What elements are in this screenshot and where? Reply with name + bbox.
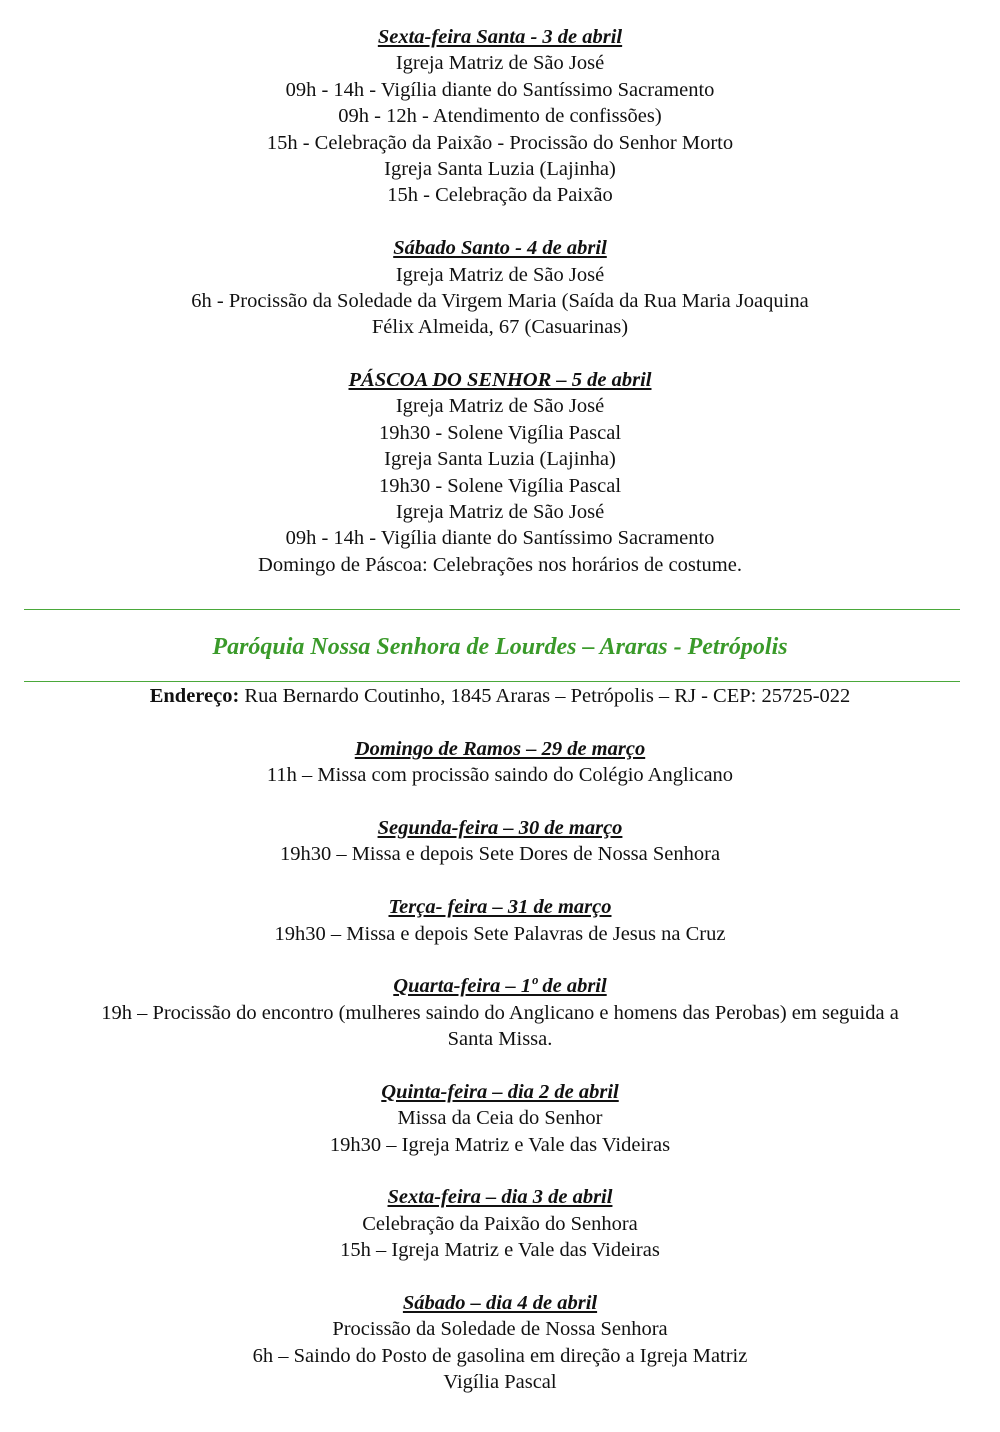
day-heading: Sexta-feira – dia 3 de abril [387,1186,613,1209]
document-page [0,24,1000,578]
day-heading: Segunda-feira – 30 de março [377,816,623,839]
day-heading: Quinta-feira – dia 2 de abril [381,1080,619,1103]
schedule-section [0,815,1000,894]
schedule-section [0,894,1000,973]
schedule-line: 6h – Saindo do Posto de gasolina em direção a Igreja Matriz [252,1344,748,1367]
schedule-line: 15h - Celebração da Paixão - Procissão do Senhor Morto [266,131,734,154]
schedule-line: 19h – Procissão do encontro (mulheres saindo do Anglicano e homens das Perobas) em seguida a [101,1001,899,1024]
schedule-line: Vigília Pascal [443,1371,557,1394]
day-heading: Sexta-feira Santa - 3 de abril [377,26,623,48]
schedule-line: 09h - 14h - Vigília diante do Santíssimo Sacramento [285,527,715,550]
schedule-line: Santa Missa. [447,1028,553,1051]
schedule-line: 09h - 12h - Atendimento de confissões) [338,105,662,128]
schedule-section [0,235,1000,367]
schedule-line: 11h – Missa com procissão saindo do Colégio Anglicano [266,764,734,787]
schedule-line: Félix Almeida, 67 (Casuarinas) [371,316,629,339]
parish-schedule [0,683,1000,1396]
address-label: Endereço: [149,685,240,707]
day-heading: Terça- feira – 31 de março [388,896,612,919]
schedule-line: Igreja Matriz de São José [395,263,605,286]
divider-top [24,609,960,610]
day-heading: Sábado – dia 4 de abril [402,1292,598,1314]
parish-title: Paróquia Nossa Senhora de Lourdes – Araras - Petrópolis [212,634,788,660]
schedule-line: Igreja Matriz de São José [395,395,605,418]
schedule-line: 15h - Celebração da Paixão [387,184,613,207]
schedule-line: 6h - Procissão da Soledade da Virgem Maria (Saída da Rua Maria Joaquina [191,289,809,312]
day-heading: Domingo de Ramos – 29 de março [354,737,646,760]
address-section [0,683,1000,736]
schedule-line: Domingo de Páscoa: Celebrações nos horários de costume. [258,553,742,576]
schedule-line: 19h30 – Igreja Matriz e Vale das Videiras [329,1133,671,1156]
address-value: Rua Bernardo Coutinho, 1845 Araras – Petrópolis – RJ - CEP: 25725-022 [239,685,851,707]
schedule-line: Missa da Ceia do Senhor [397,1107,603,1130]
schedule-line: Igreja Santa Luzia (Lajinha) [384,157,616,180]
schedule-line: Celebração da Paixão do Senhora [362,1212,638,1235]
schedule-section [0,973,1000,1079]
schedule-line: 15h – Igreja Matriz e Vale das Videiras [340,1239,660,1262]
schedule-section [0,1079,1000,1185]
day-heading: PÁSCOA DO SENHOR – 5 de abril [348,369,652,392]
schedule-line: Procissão da Soledade de Nossa Senhora [332,1318,668,1341]
schedule-line: 19h30 - Solene Vigília Pascal [378,421,622,444]
divider-bottom [24,681,960,682]
day-heading: Quarta-feira – 1º de abril [393,975,607,998]
address-line [0,683,1000,709]
schedule-line: 19h30 – Missa e depois Sete Palavras de Jesus na Cruz [274,922,726,945]
schedule-line: 09h - 14h - Vigília diante do Santíssimo Sacramento [285,78,715,101]
schedule-section [0,736,1000,815]
schedule-line: Igreja Santa Luzia (Lajinha) [384,448,616,471]
schedule-line: 19h30 - Solene Vigília Pascal [378,474,622,497]
schedule-line: 19h30 – Missa e depois Sete Dores de Nossa Senhora [279,843,721,866]
schedule-section [0,1290,1000,1396]
schedule-section [0,367,1000,578]
day-heading: Sábado Santo - 4 de abril [393,237,607,260]
schedule-section [0,1184,1000,1290]
schedule-line: Igreja Matriz de São José [395,501,605,524]
schedule-section [0,24,1000,235]
schedule-line: Igreja Matriz de São José [395,52,605,75]
